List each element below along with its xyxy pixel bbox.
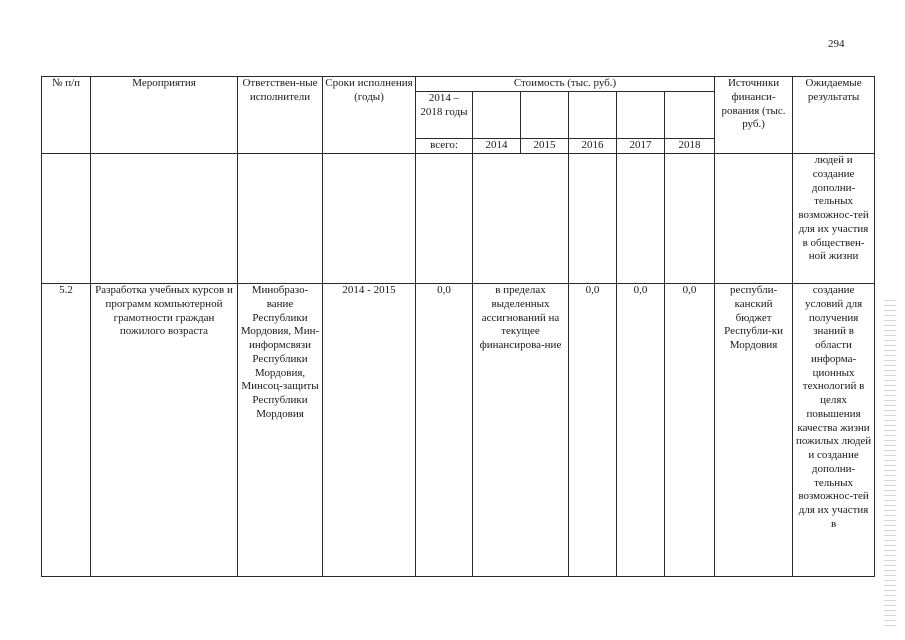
empty-cell [665, 154, 715, 284]
header-year-2017: 2017 [617, 139, 665, 154]
empty-cell [473, 154, 569, 284]
header-period-total: 2014 – 2018 годы [416, 92, 473, 139]
row-5-2-num: 5.2 [42, 284, 91, 577]
empty-cell [42, 154, 91, 284]
row-5-2-terms: 2014 - 2015 [323, 284, 416, 577]
row-5-2-cost-2014-2015: в пределах выделенных ассигнований на текущее финансирова-ние [473, 284, 569, 577]
row-5-2-sources: республи-канский бюджет Республи-ки Мордовия [715, 284, 793, 577]
header-sources: Источники финанси-рования (тыс. руб.) [715, 77, 793, 154]
row-5-2-responsible: Минобразо-вание Республики Мордовия, Мин-информсвязи Республики Мордовия, Минсоц-защиты Республики Мордовия [238, 284, 323, 577]
empty-cell [715, 154, 793, 284]
empty-cell [416, 154, 473, 284]
continuation-results: людей и создание дополни-тельных возможнос-тей для их участия в обществен-ной жизни [793, 154, 875, 284]
table-row-5-2 [42, 284, 875, 577]
measures-table [41, 76, 875, 577]
header-year-2014: 2014 [473, 139, 521, 154]
row-5-2-measure: Разработка учебных курсов и программ компьютерной грамотности граждан пожилого возраста [91, 284, 238, 577]
header-results: Ожидаемые результаты [793, 77, 875, 154]
header-empty-cell [473, 92, 521, 139]
scan-edge-marks [884, 300, 896, 630]
header-year-2018: 2018 [665, 139, 715, 154]
empty-cell [91, 154, 238, 284]
header-total: всего: [416, 139, 473, 154]
header-empty-cell [521, 92, 569, 139]
header-responsible: Ответствен-ные исполнители [238, 77, 323, 154]
empty-cell [617, 154, 665, 284]
header-empty-cell [569, 92, 617, 139]
header-year-2015: 2015 [521, 139, 569, 154]
header-cost: Стоимость (тыс. руб.) [416, 77, 715, 92]
empty-cell [569, 154, 617, 284]
header-terms: Сроки исполнения (годы) [323, 77, 416, 154]
page-number: 294 [828, 38, 845, 50]
row-5-2-total: 0,0 [416, 284, 473, 577]
empty-cell [323, 154, 416, 284]
empty-cell [238, 154, 323, 284]
row-5-2-cost-2018: 0,0 [665, 284, 715, 577]
row-5-2-cost-2016: 0,0 [569, 284, 617, 577]
header-year-2016: 2016 [569, 139, 617, 154]
header-measures: Мероприятия [91, 77, 238, 154]
header-empty-cell [665, 92, 715, 139]
table-row-continuation [42, 154, 875, 284]
header-num: № п/п [42, 77, 91, 154]
header-row-1 [42, 77, 875, 92]
row-5-2-cost-2017: 0,0 [617, 284, 665, 577]
header-empty-cell [617, 92, 665, 139]
row-5-2-results: создание условий для получения знаний в области информа-ционных технологий в целях повышения качества жизни пожилых людей и создание дополни-тельных возможнос-тей для их участия в [793, 284, 875, 577]
